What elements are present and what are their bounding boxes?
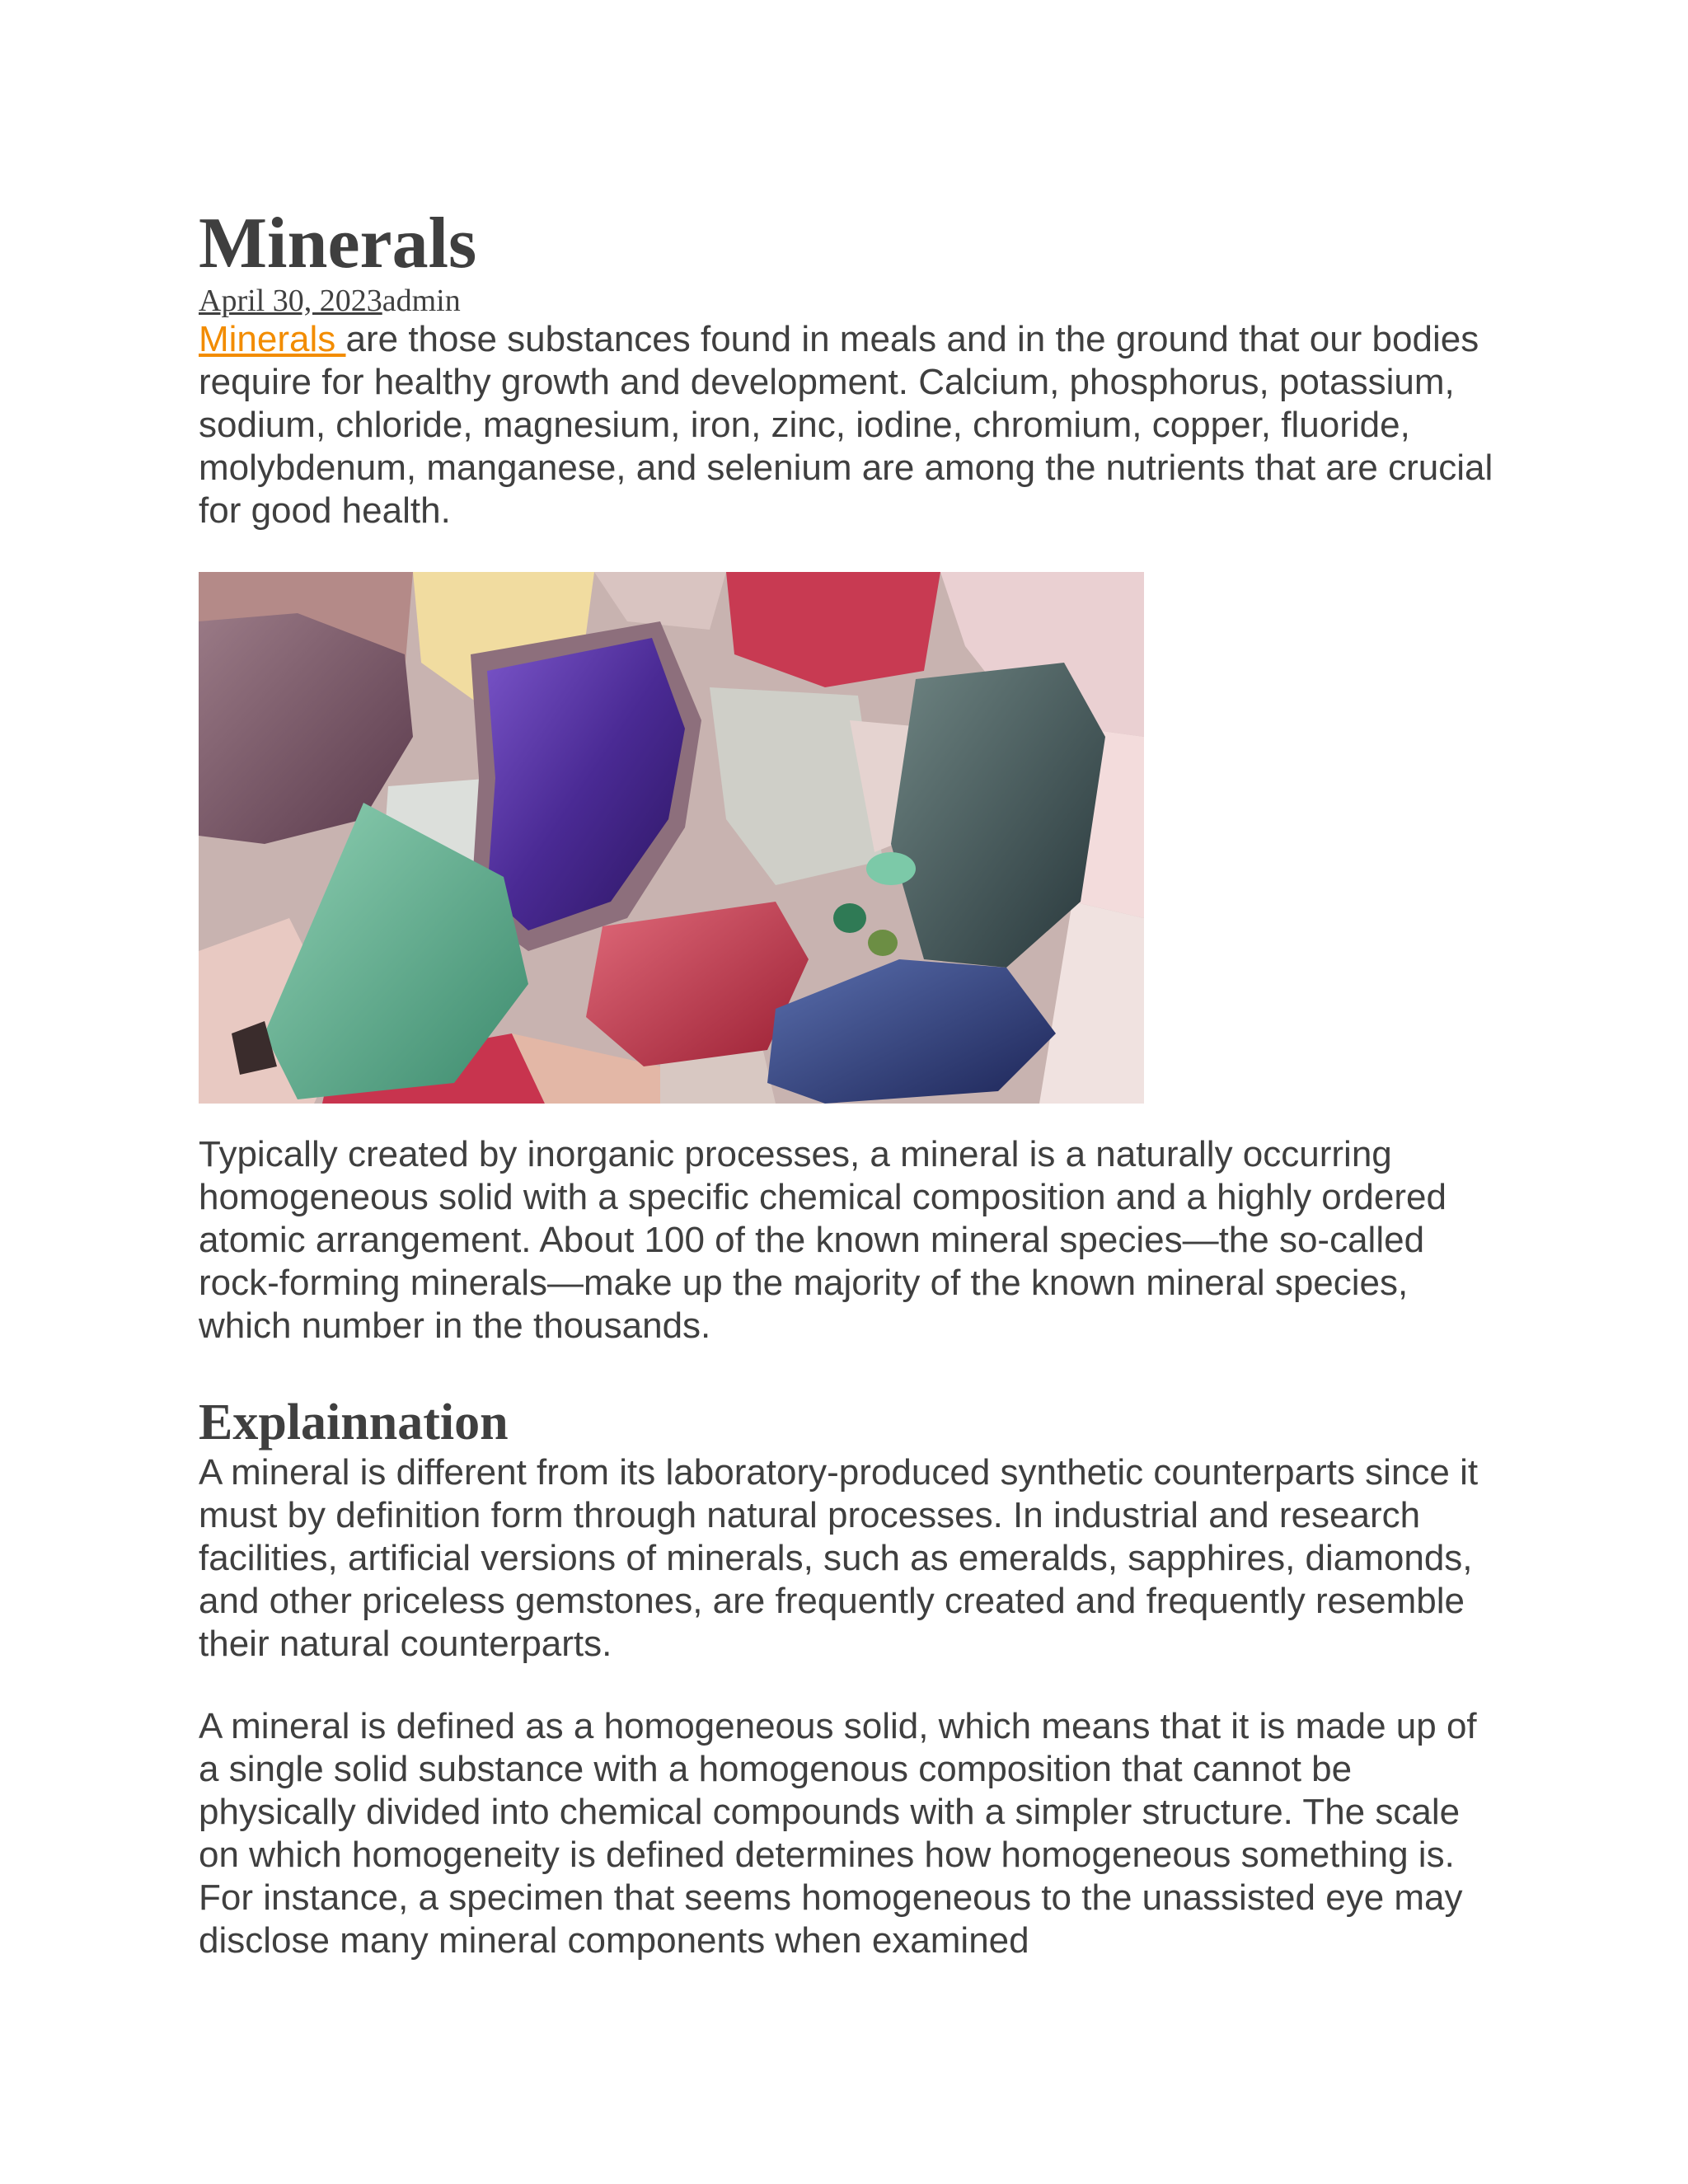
section-heading: Explainnation	[199, 1394, 509, 1451]
minerals-link[interactable]: Minerals	[199, 319, 346, 359]
intro-paragraph	[199, 318, 1501, 532]
post-date-link[interactable]: April 30, 2023	[199, 284, 382, 318]
intro-text: are those substances found in meals and in the ground that our bodies require for healthy growth and development. Calcium, phosphorus, potassium, sodium, chloride, magnesium, iron, zinc, iodine, chromium, copper, fluoride, molybdenum, manganese, and selenium are among the nutrients that are crucial for good health.	[199, 319, 1493, 531]
paragraph-2: Typically created by inorganic processes, a mineral is a naturally occurring homogeneous solid with a specific chemical composition and a highly ordered atomic arrangement. About 100 of the known mineral species—the so-called rock-forming minerals—make up the majority of the known mineral species, which number in the thousands.	[199, 1134, 1447, 1346]
post-meta	[199, 284, 1501, 318]
paragraph-4: A mineral is defined as a homogeneous solid, which means that it is made up of a single solid substance with a homogenous composition that cannot be physically divided into chemical compounds with a simpler structure. The scale on which homogeneity is defined determines how homogeneous something is. For instance, a specimen that seems homogeneous to the unassisted eye may disclose many mineral components when examined	[199, 1706, 1477, 1961]
post-author: admin	[382, 284, 461, 318]
paragraph-gap	[199, 1666, 1501, 1705]
mineral-photo	[199, 572, 1144, 1104]
article	[199, 204, 1501, 1962]
paragraph-3: A mineral is different from its laboratory-produced synthetic counterparts since it must by definition form through natural processes. In industrial and research facilities, artificial versions of minerals, such as emeralds, sapphires, diamonds, and other priceless gemstones, are frequently created and frequently resemble their natural counterparts.	[199, 1452, 1479, 1664]
page-title: Minerals	[199, 204, 477, 284]
